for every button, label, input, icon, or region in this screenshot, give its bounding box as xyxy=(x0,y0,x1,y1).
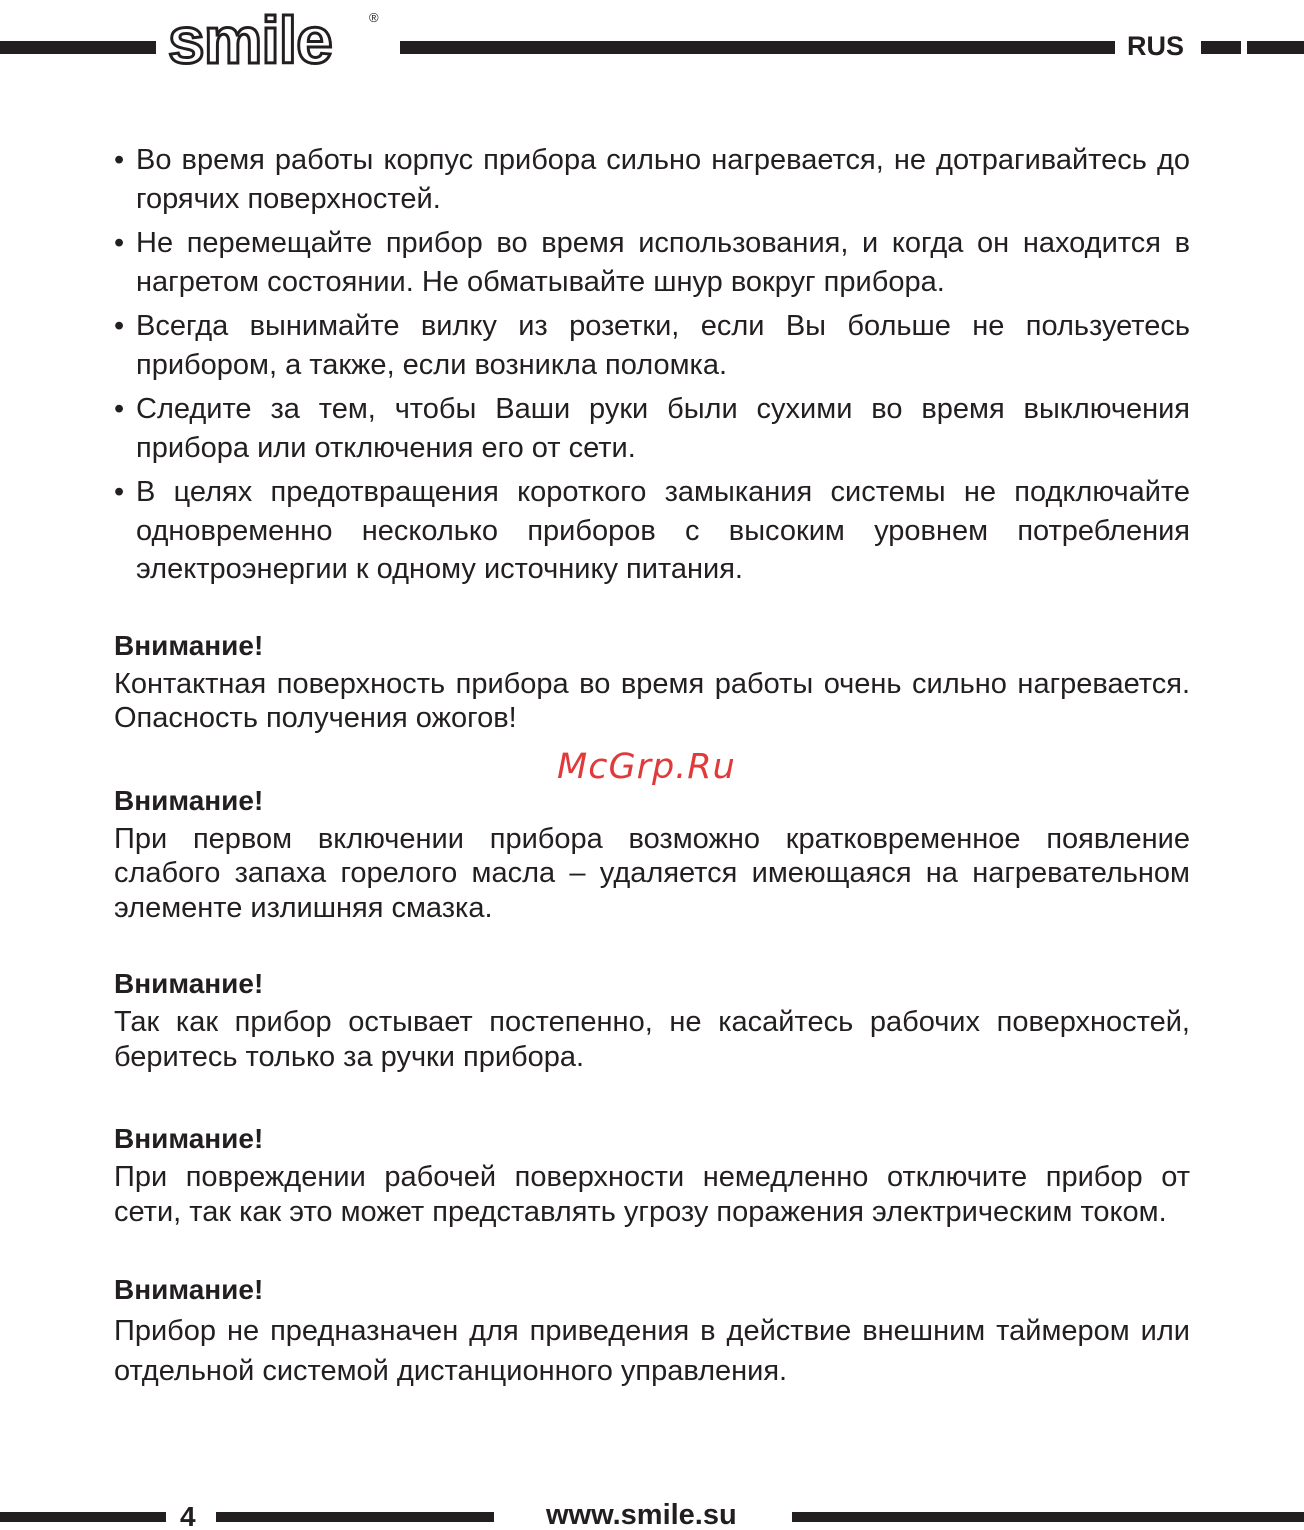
warning-section xyxy=(114,784,1190,926)
list-item xyxy=(114,224,1190,301)
warning-text: При повреждении рабочей поверхности немедленно отключите прибор от сети, так как это может представлять угрозу поражения электрическим током. xyxy=(114,1161,1190,1228)
warning-title: Внимание! xyxy=(114,968,264,999)
list-item xyxy=(114,141,1190,218)
warning-section xyxy=(114,1273,1190,1391)
footer-rule-left xyxy=(0,1512,166,1522)
smile-logo xyxy=(166,0,386,72)
safety-bullet-list xyxy=(114,141,1190,589)
list-item-text: Всегда вынимайте вилку из розетки, если Вы больше не пользуетесь прибором, а также, если возникла поломка. xyxy=(136,310,1190,381)
warning-text: При первом включении прибора возможно кратковременное появление слабого запаха горелого масла – удаляется имеющаяся на нагревательном элементе излишняя смазка. xyxy=(114,822,1190,924)
warning-title: Внимание! xyxy=(114,1123,264,1154)
website-link[interactable]: www.smile.su xyxy=(546,1499,737,1530)
bullet-icon: • xyxy=(114,310,125,342)
watermark: McGrp.Ru xyxy=(557,747,736,787)
warning-text: Контактная поверхность прибора во время работы очень сильно нагревается. Опасность получения ожогов! xyxy=(114,667,1190,734)
registered-mark: ® xyxy=(369,10,379,25)
warning-text: Так как прибор остывает постепенно, не касайтесь рабочих поверхностей, беритесь только за ручки прибора. xyxy=(114,1006,1190,1073)
list-item-text: В целях предотвращения короткого замыкания системы не подключайте одновременно несколько приборов с высоким уровнем потребления электроэнергии к одному источнику питания. xyxy=(136,476,1190,585)
bullet-icon: • xyxy=(114,227,125,259)
language-label: RUS xyxy=(1127,31,1185,61)
warning-section xyxy=(114,629,1190,736)
bullet-icon: • xyxy=(114,144,125,176)
header-rule-center xyxy=(400,41,1115,54)
list-item-text: Во время работы корпус прибора сильно нагревается, не дотрагивайтесь до горячих поверхностей. xyxy=(136,144,1190,215)
list-item-text: Не перемещайте прибор во время использования, и когда он находится в нагретом состоянии. Не обматывайте шнур вокруг прибора. xyxy=(136,227,1190,298)
page-number: 4 xyxy=(180,1501,196,1530)
smile-logo-graphic xyxy=(166,0,386,72)
warning-section xyxy=(114,1122,1190,1229)
list-item xyxy=(114,390,1190,467)
warning-title: Внимание! xyxy=(114,784,264,816)
warning-section xyxy=(114,967,1190,1074)
warning-text: Прибор не предназначен для приведения в действие внешним таймером или отдельной системой дистанционного управления. xyxy=(114,1315,1190,1387)
bullet-icon: • xyxy=(114,476,125,508)
bullet-icon: • xyxy=(114,393,125,425)
logo-wordmark: smile xyxy=(168,3,332,72)
warning-title: Внимание! xyxy=(114,1274,264,1305)
header-rule-left xyxy=(0,41,156,54)
header-rule-right-a xyxy=(1201,41,1241,54)
footer-rule-mid xyxy=(216,1512,494,1522)
list-item xyxy=(114,307,1190,384)
warning-title: Внимание! xyxy=(114,629,264,661)
list-item-text: Следите за тем, чтобы Ваши руки были сухими во время выключения прибора или отключения его от сети. xyxy=(136,393,1190,464)
list-item xyxy=(114,473,1190,589)
header-rule-right-b xyxy=(1247,41,1304,54)
footer-rule-right xyxy=(792,1512,1304,1522)
